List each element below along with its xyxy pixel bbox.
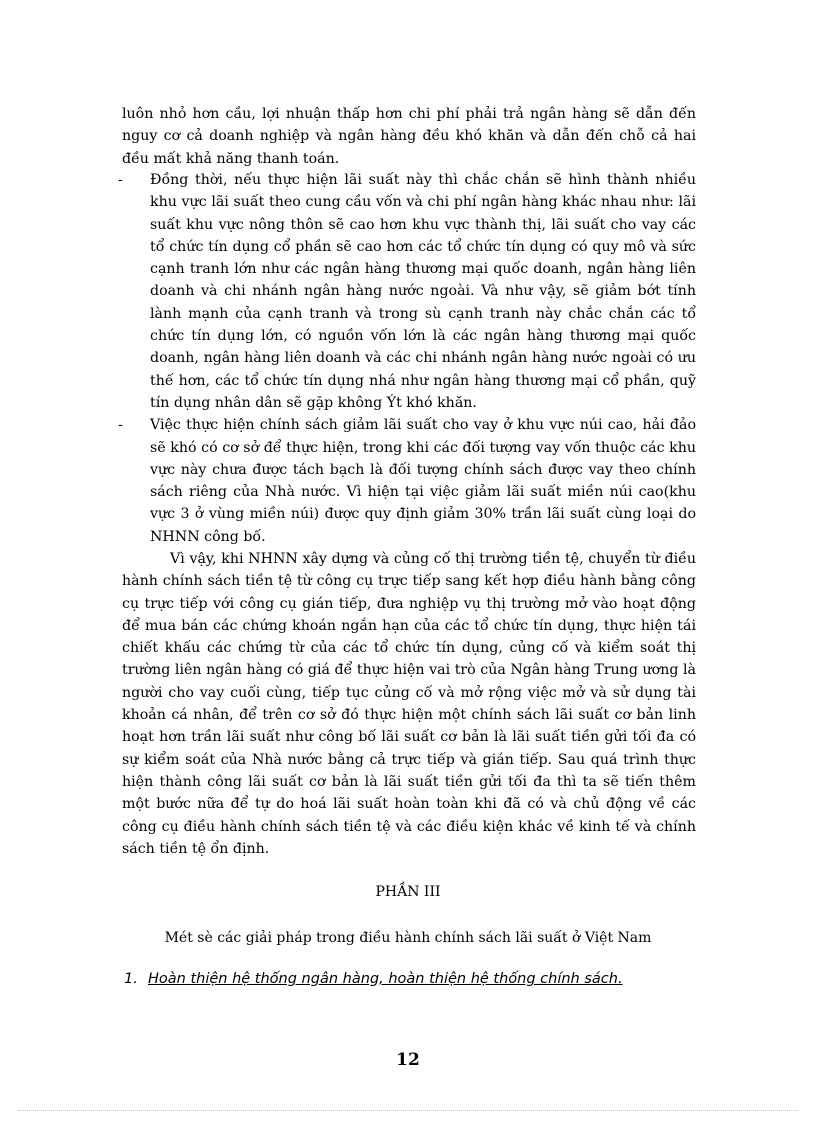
bullet-item [118, 169, 696, 414]
bullet-marker: - [118, 417, 123, 434]
bullet-text: Đồng thời, nếu thực hiện lãi suất này thì chắc chắn sẽ hình thành nhiều khu vực lãi suất theo cung cầu vốn và chi phí ngân hàng khác nhau như: lãi suất khu vực nông thôn sẽ cao hơn khu vực thành thị, lãi suất cho vay các tổ chức tín dụng cổ phần sẽ cao hơn các tổ chức tín dụng có quy mô và sức cạnh tranh lớn như các ngân hàng thương mại quốc doanh, ngân hàng liên doanh và chi nhánh ngân hàng nước ngoài. Và như vậy, sẽ giảm bớt tính lành mạnh của cạnh tranh và trong sù cạnh tranh này chắc chắn các tổ chức tín dụng lớn, có nguồn vốn lớn là các ngân hàng thương mại quốc doanh, ngân hàng liên doanh và các chi nhánh ngân hàng nước ngoài có ưu thế hơn, các tổ chức tín dụng nhá như ngân hàng thương mại cổ phần, quỹ tín dụng nhân dân sẽ gặp không Ýt khó khăn. [150, 172, 696, 411]
bullet-list [118, 169, 696, 548]
body-text: Vì vậy, khi NHNN xây dựng và củng cố thị trường tiền tệ, chuyển từ điều hành chính sách tiền tệ từ công cụ trực tiếp sang kết hợp điều hành bằng công cụ trực tiếp với công cụ gián tiếp, đưa nghiệp vụ thị trường mở vào hoạt động để mua bán các chứng khoán ngắn hạn của các tổ chức tín dụng, thực hiện tái chiết khấu các chứng từ của các tổ chức tín dụng, củng cố và kiểm soát thị trường liên ngân hàng có giá để thực hiện vai trò của Ngân hàng Trung ương là người cho vay cuối cùng, tiếp tục củng cố và mở rộng việc mở và sử dụng tài khoản cá nhân, để trên cơ sở đó thực hiện một chính sách lãi suất cơ bản linh hoạt hơn trần lãi suất như công bố lãi suất cơ bản là lãi suất tiền gửi tối đa có sự kiểm soát của Nhà nước bằng cả trực tiếp và gián tiếp. Sau quá trình thực hiện thành công lãi suất cơ bản là lãi suất tiền gửi tối đa thì ta sẽ tiến thêm một bước nữa để tự do hoá lãi suất hoàn toàn khi đã có và chủ động về các công cụ điều hành chính sách tiền tệ và các điều kiện khác về kinh tế và chính sách tiền tệ ổn định. [122, 551, 696, 857]
section-heading [124, 971, 724, 987]
part-heading: PHẦN III [375, 884, 441, 900]
page-number: 12 [396, 1050, 420, 1070]
bullet-marker: - [118, 172, 123, 188]
section-number: 1. [124, 971, 138, 987]
part-subtitle: Mét sè các giải pháp trong điều hành chính sách lãi suất ở Việt Nam [164, 930, 652, 946]
bullet-item [118, 414, 696, 548]
intro-text: luôn nhỏ hơn cầu, lợi nhuận thấp hơn chi phí phải trả ngân hàng sẽ dẫn đến nguy cơ cả doanh nghiệp và ngân hàng đều khó khăn và dẫn đến chỗ cả hai đều mất khả năng thanh toán. [122, 106, 696, 167]
body-paragraph [122, 548, 696, 860]
page-bottom-border [18, 1110, 798, 1111]
intro-paragraph [122, 103, 696, 170]
section-title: Hoàn thiện hệ thống ngân hàng, hoàn thiện hệ thống chính sách. [148, 971, 623, 987]
bullet-text: Việc thực hiện chính sách giảm lãi suất cho vay ở khu vực núi cao, hải đảo sẽ khó có cơ sở để thực hiện, trong khi các đối tượng vay vốn thuộc các khu vực này chưa được tách bạch là đối tượng chính sách được vay theo chính sách riêng của Nhà nước. Vì hiện tại việc giảm lãi suất miền núi cao(khu vực 3 ở vùng miền núi) được quy định giảm 30% trần lãi suất cùng loại do NHNN công bố. [150, 417, 696, 545]
